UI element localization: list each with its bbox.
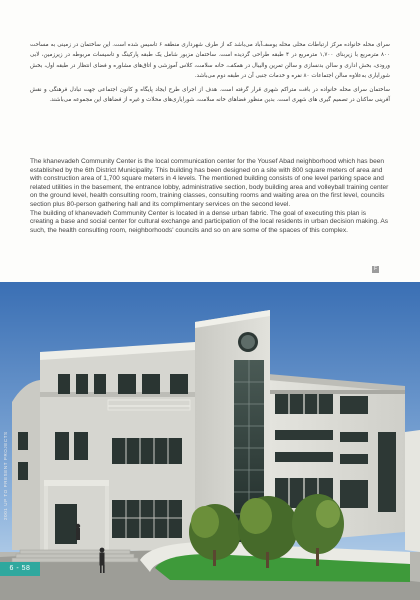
entrance-canopy (44, 480, 109, 486)
persian-paragraph-1: سرای محله خانواده مرکز ارتباطات محلی محله یوسف‌آباد می‌باشد که از طرف شهرداری منطقه ۶ تاسیس شده است. این ساختمان در زمینی به مساحت ۸۰۰ مترمربع با زیربنای ۱,۷۰۰ مترمربع در ۴ طبقه طراحی گردیده است. ساختمان مزبور شامل یک طبقه پارکینگ و تاسیسات مربوطه در زیرزمین، لابی ورودی، بخش اداری و سالن بدنسازی و سالن تمرین والیبال در همکف، خانه سلامت، کلاس آموزشی و اتاق‌های مشاوره و فضای انتظار در طبقه اول، بخش شورایاری به‌علاوه سالن اجتماعات ۸۰ نفره و خدمات جنبی آن در طبقه دوم می‌باشد. (30, 42, 390, 80)
entrance-steps (12, 550, 138, 562)
left-block-ground-windows (55, 500, 182, 544)
persian-paragraph-2: ساختمان سرای محله خانواده در بافت متراکم شهری قرار گرفته است. هدف از اجرای طرح ایجاد پایگاه و کانون اجتماعی جهت تبادل فرهنگی و نقش آفرینی ساکنان در تصمیم گیری های شهری است. بدین منظور فضاهای خانه سلامت، شورایاری‌های محلات و غیره از فضاهای این مجموعه می‌باشند. (30, 86, 390, 104)
english-description (30, 158, 390, 235)
persian-description (30, 40, 390, 108)
english-paragraph-1: The khanevadeh Community Center is the local communication center for the Yousef Abad neighborhood which has been established by the 6th District Municipality. This building has been designed on a site with 800 square meters of area and with construction area of 1,700 square meters in 4 levels. The mentioned building consists of one level parking space and related utilities in the basement, the entrance lobby, administrative section, body building area and volleyball training center on the ground level, health consulting room, training classes, consulting rooms and waiting area on the first level, councils section plus 80-person gathering hall and its complimentary services on the second level. (30, 158, 389, 208)
neighbor-building (405, 430, 420, 552)
page-number: 6 - 58 (0, 562, 40, 576)
side-caption: 2001 UP TO PRESENT PROJECTS (3, 431, 8, 520)
section-marker: F (373, 266, 378, 272)
english-paragraph-2: The building of khanevadeh Community Center is located in a dense urban fabric. The goal of executing this plan is creating a base and social center for cultural exchange and participation of the local residents in urban decision making. As such, the health consulting room, neighborhoods' councils and so on are some of the spaces of this complex. (30, 209, 389, 234)
building-rendering (0, 282, 420, 600)
